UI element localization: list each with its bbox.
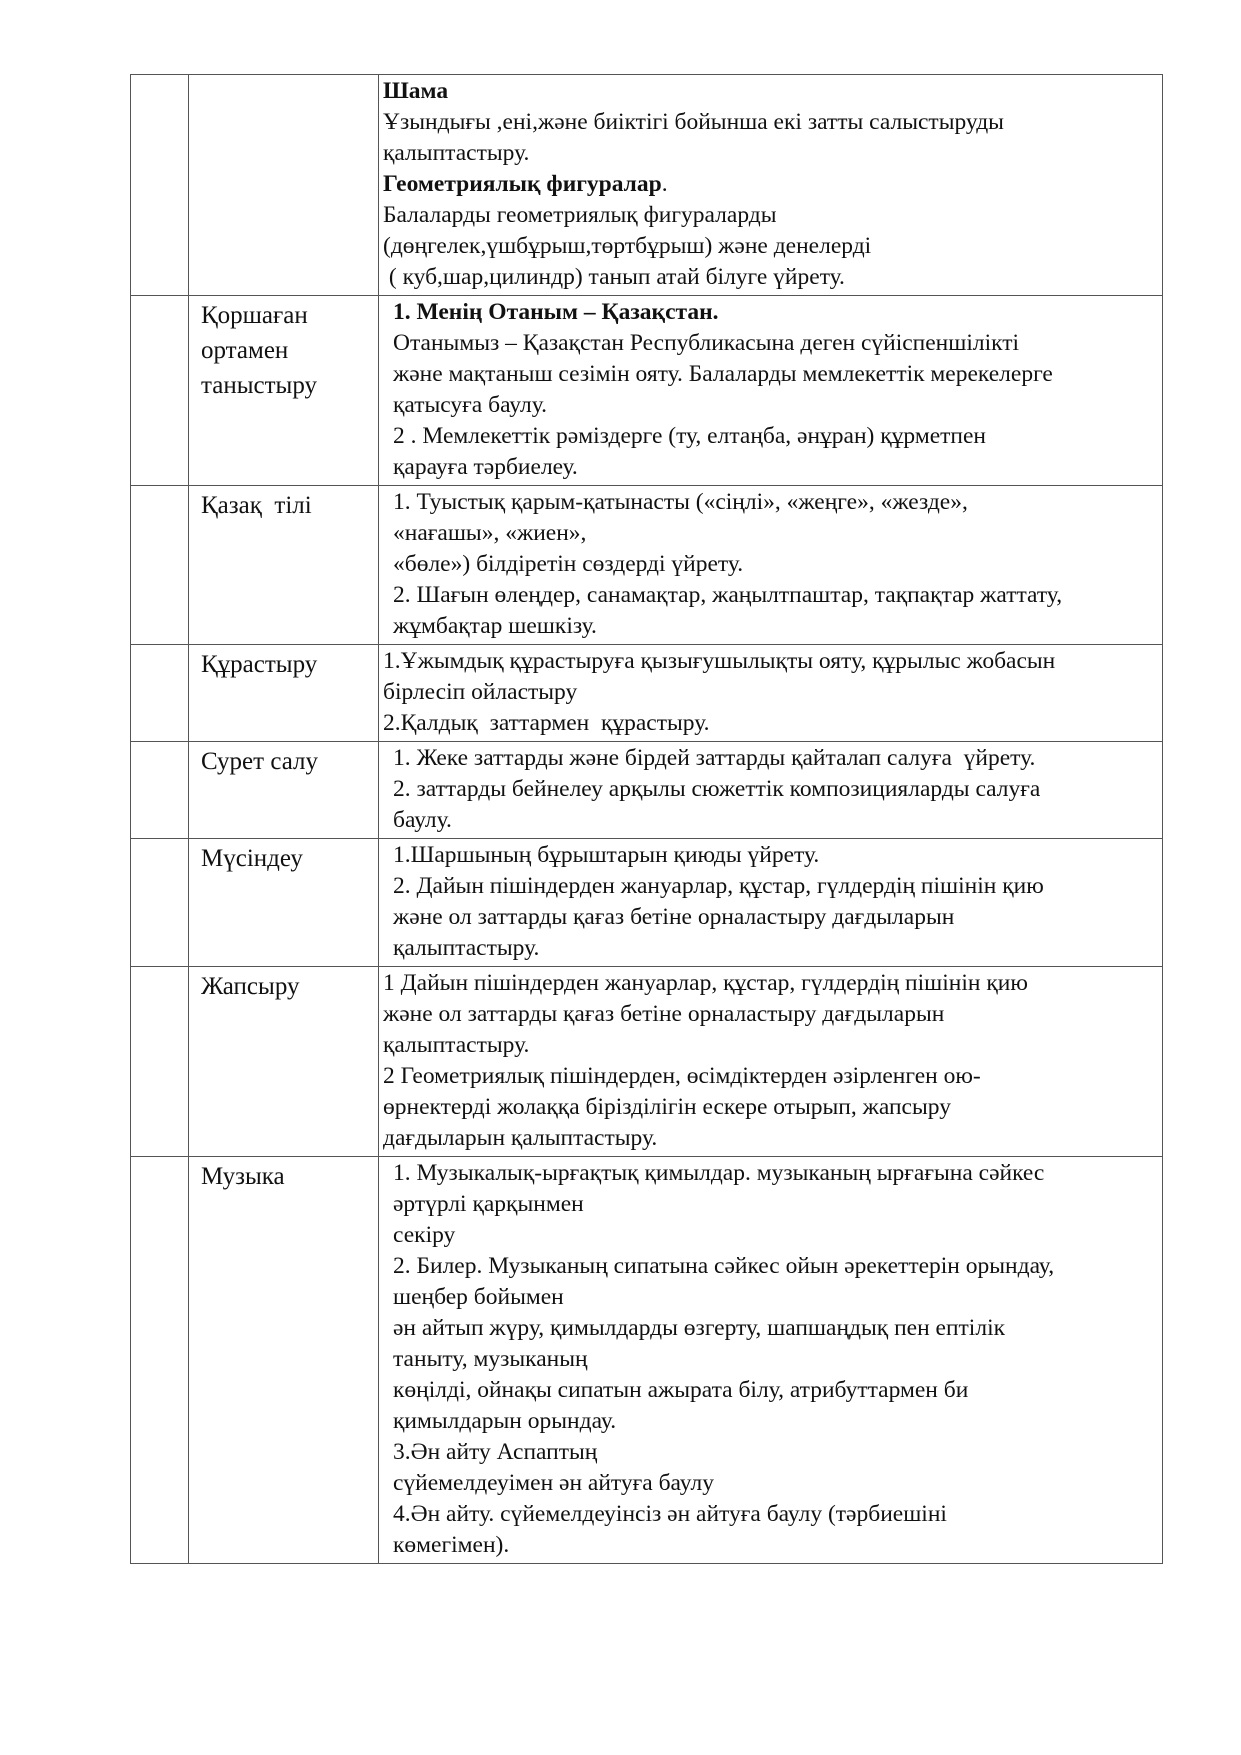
- table-row: [131, 967, 1163, 1157]
- content-line: және мақтаныш сезімін ояту. Балаларды мемлекеттік мерекелерге: [393, 361, 1053, 387]
- content-line: Отанымыз – Қазақстан Республикасына деген сүйіспеншілікті: [393, 330, 1020, 356]
- content-line: (дөңгелек,үшбұрыш,төртбұрыш) және денелерді: [383, 233, 872, 259]
- subject-cell: Құрастыру: [189, 645, 379, 742]
- content-line: сүйемелдеуімен ән айтуға баулу: [393, 1470, 714, 1496]
- content-line: 2 . Мемлекеттік рәміздерге (ту, елтаңба, әнұран) құрметпен: [393, 423, 986, 449]
- subject-cell: Мүсіндеу: [189, 839, 379, 967]
- content-line: секіру: [393, 1222, 456, 1248]
- content-cell: [379, 486, 1163, 645]
- content-line: өрнектерді жолаққа бірізділігін ескере отырып, жапсыру: [383, 1094, 951, 1120]
- content-line: 1. Жеке заттарды және бірдей заттарды қайталап салуға үйрету.: [393, 745, 1036, 771]
- table-row: [131, 839, 1163, 967]
- content-line: және ол заттарды қағаз бетіне орналастыру дағдыларын: [393, 904, 955, 930]
- content-line: дағдыларын қалыптастыру.: [383, 1125, 658, 1151]
- blank-cell: [131, 839, 189, 967]
- blank-cell: [131, 75, 189, 296]
- blank-cell: [131, 645, 189, 742]
- content-line: 1.Шаршының бұрыштарын қиюды үйрету.: [393, 842, 820, 868]
- blank-cell: [131, 296, 189, 486]
- content-line: 2. заттарды бейнелеу арқылы сюжеттік композицияларды салуға: [393, 776, 1041, 802]
- content-cell: [379, 1157, 1163, 1564]
- subject-cell: [189, 75, 379, 296]
- content-line: ән айтып жүру, қимылдарды өзгерту, шапшаңдық пен ептілік: [393, 1315, 1006, 1341]
- content-cell: [379, 296, 1163, 486]
- content-cell: [379, 967, 1163, 1157]
- content-line: және ол заттарды қағаз бетіне орналастыру дағдыларын: [383, 1001, 945, 1027]
- content-line: қалыптастыру.: [383, 140, 530, 166]
- content-line: қимылдарын орындау.: [393, 1408, 617, 1434]
- content-line: таныту, музыканың: [393, 1346, 588, 1372]
- blank-cell: [131, 1157, 189, 1564]
- content-line: қарауға тәрбиелеу.: [393, 454, 578, 480]
- curriculum-table: [130, 74, 1163, 1564]
- section-heading: Геометриялық фигуралар: [383, 171, 662, 197]
- content-line: баулу.: [393, 807, 452, 833]
- blank-cell: [131, 967, 189, 1157]
- content-line: 2.Қалдық заттармен құрастыру.: [383, 710, 710, 736]
- table-row: [131, 645, 1163, 742]
- content-line: 1 Дайын пішіндерден жануарлар, құстар, гүлдердің пішінін қию: [383, 970, 1028, 996]
- content-line: [383, 169, 1156, 200]
- table-row: [131, 296, 1163, 486]
- content-line: 1. Музыкалық-ырғақтық қимылдар. музыканың ырғағына сәйкес: [393, 1160, 1045, 1186]
- content-line: қатысуға баулу.: [393, 392, 548, 418]
- table-row: [131, 486, 1163, 645]
- content-line: бірлесіп ойластыру: [383, 679, 578, 705]
- content-cell: [379, 645, 1163, 742]
- section-heading: Шама: [383, 78, 449, 104]
- content-line: Балаларды геометриялық фигураларды: [383, 202, 777, 228]
- table-row: [131, 75, 1163, 296]
- table-row: [131, 742, 1163, 839]
- content-line: шеңбер бойымен: [393, 1284, 564, 1310]
- content-cell: [379, 839, 1163, 967]
- content-line: көңілді, ойнақы сипатын ажырата білу, атрибуттармен би: [393, 1377, 969, 1403]
- blank-cell: [131, 742, 189, 839]
- content-line: әртүрлі қарқынмен: [393, 1191, 584, 1217]
- content-line: 1.Ұжымдық құрастыруға қызығушылықты ояту, құрылыс жобасын: [383, 648, 1056, 674]
- section-heading: 1. Менің Отаным – Қазақстан.: [393, 299, 719, 325]
- subject-cell: Сурет салу: [189, 742, 379, 839]
- content-line: көмегімен).: [393, 1532, 510, 1558]
- subject-cell: Қазақ тілі: [189, 486, 379, 645]
- content-line: 2. Билер. Музыканың сипатына сәйкес ойын әрекеттерін орындау,: [393, 1253, 1055, 1279]
- content-line: 3.Ән айту Аспаптың: [393, 1439, 598, 1465]
- content-cell: [379, 742, 1163, 839]
- heading-period: .: [661, 171, 668, 197]
- subject-cell: Жапсыру: [189, 967, 379, 1157]
- content-line: 2 Геометриялық пішіндерден, өсімдіктерден әзірленген ою-: [383, 1063, 981, 1089]
- content-line: 1. Туыстық қарым-қатынасты («сіңлі», «жеңге», «жезде»,: [393, 489, 968, 515]
- content-line: ( куб,шар,цилиндр) танып атай білуге үйрету.: [383, 264, 845, 290]
- content-line: жұмбақтар шешкізу.: [393, 613, 597, 639]
- content-line: 2. Дайын пішіндерден жануарлар, құстар, гүлдердің пішінін қию: [393, 873, 1044, 899]
- subject-cell: Музыка: [189, 1157, 379, 1564]
- subject-cell: Қоршаған ортамен таныстыру: [189, 296, 379, 486]
- content-cell: [379, 75, 1163, 296]
- content-line: қалыптастыру.: [383, 1032, 530, 1058]
- content-line: 4.Ән айту. сүйемелдеуінсіз ән айтуға баулу (тәрбиешіні: [393, 1501, 947, 1527]
- content-line: қалыптастыру.: [393, 935, 540, 961]
- content-line: Ұзындығы ,ені,және биіктігі бойынша екі затты салыстыруды: [383, 109, 1004, 135]
- table-row: [131, 1157, 1163, 1564]
- content-line: 2. Шағын өлеңдер, санамақтар, жаңылтпаштар, тақпақтар жаттату,: [393, 582, 1063, 608]
- content-line: «бөле») білдіретін сөздерді үйрету.: [393, 551, 744, 577]
- blank-cell: [131, 486, 189, 645]
- content-line: «нағашы», «жиен»,: [393, 520, 587, 546]
